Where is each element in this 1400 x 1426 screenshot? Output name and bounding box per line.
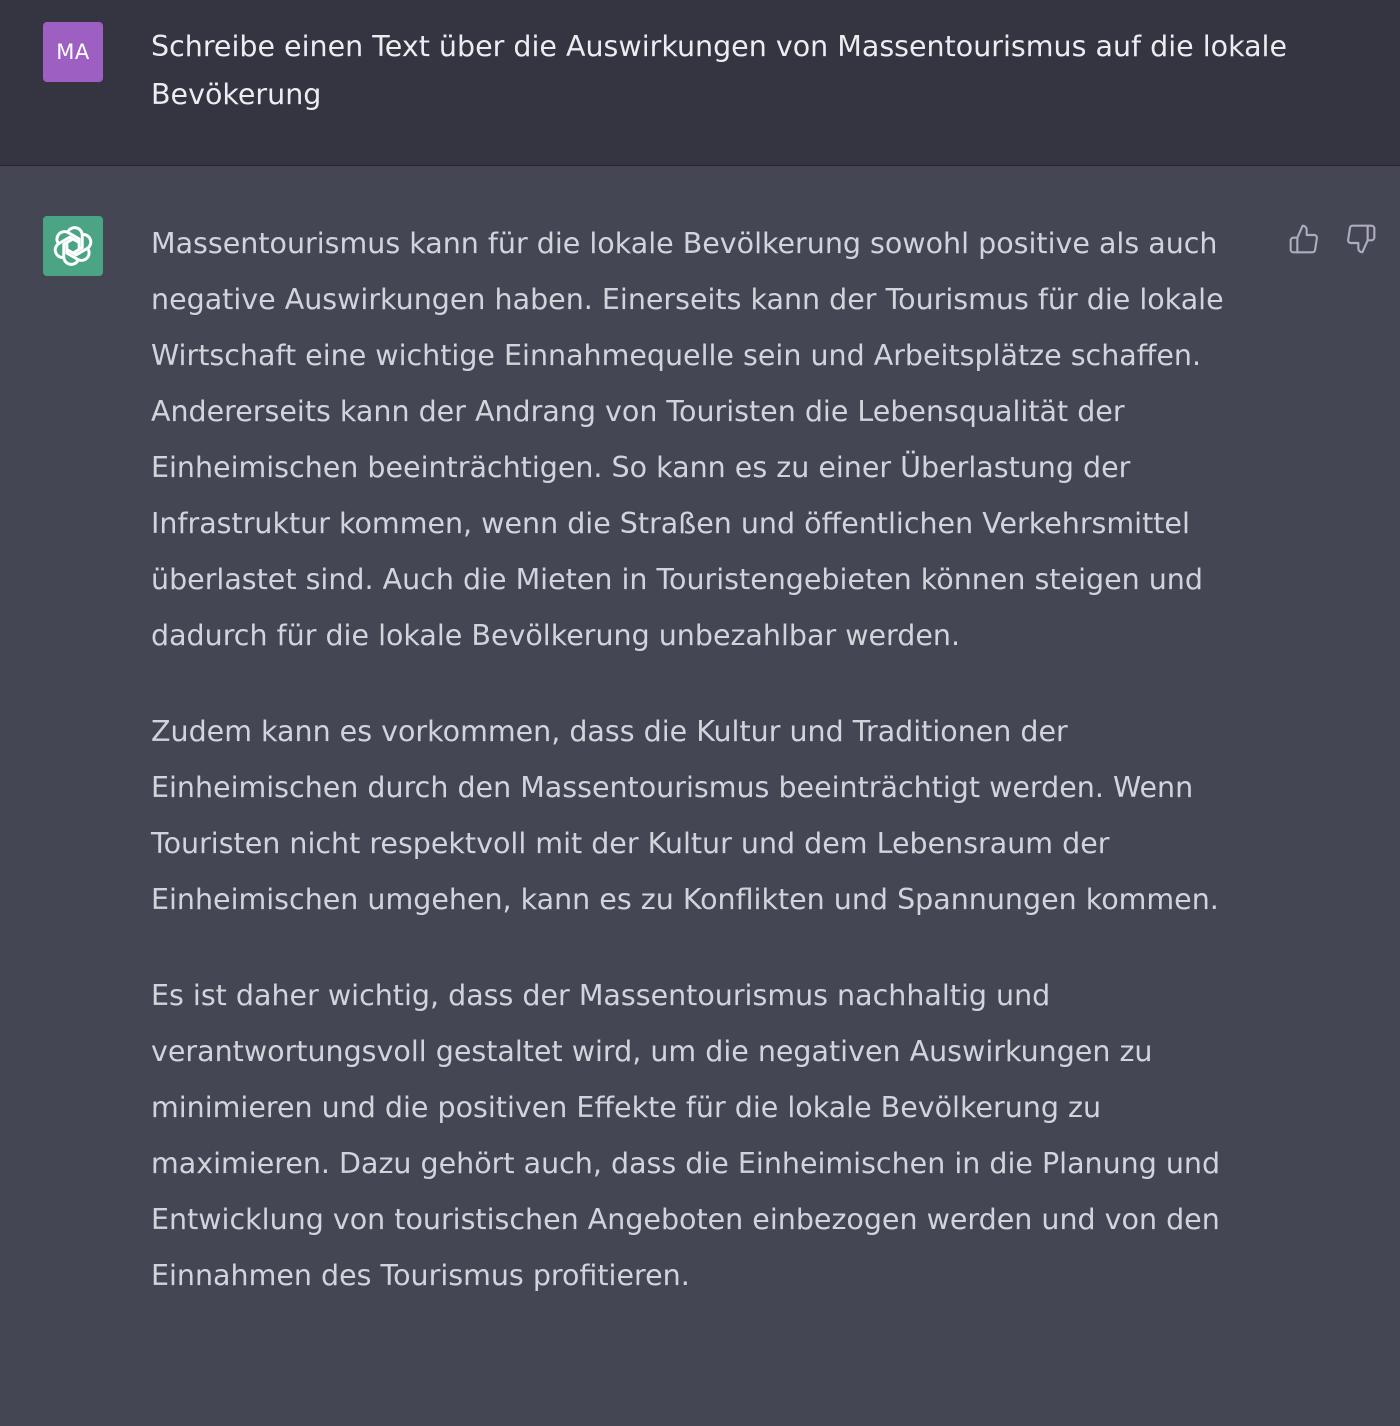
thumbs-up-button[interactable]: [1286, 221, 1322, 257]
assistant-message-row: [0, 166, 1400, 1426]
thumbs-up-icon: [1288, 223, 1320, 255]
user-avatar-initials: MA: [56, 40, 90, 64]
assistant-avatar: [43, 216, 103, 276]
assistant-message-text: [151, 216, 1279, 1344]
thumbs-down-icon: [1345, 223, 1377, 255]
user-avatar: [43, 22, 103, 82]
answer-paragraph-2: Zudem kann es vorkommen, dass die Kultur und Traditionen der Einheimischen durch den Massentourismus beeinträchtigt werden. Wenn Touristen nicht respektvoll mit der Kultur und dem Lebensraum der Einheimischen umgehen, kann es zu Konflikten und Spannungen kommen.: [151, 715, 1219, 916]
thumbs-down-button[interactable]: [1343, 221, 1379, 257]
user-message-row: [0, 0, 1400, 166]
openai-logo-icon: [52, 225, 94, 267]
user-message-text: Schreibe einen Text über die Auswirkungen von Massentourismus auf die lokale Bevökerung: [151, 30, 1288, 111]
answer-paragraph-3: Es ist daher wichtig, dass der Massentourismus nachhaltig und verantwortungsvoll gestaltet wird, um die negativen Auswirkungen zu minimieren und die positiven Effekte für die lokale Bevölkerung zu maximieren. Dazu gehört auch, dass die Einheimischen in die Planung und Entwicklung von touristischen Angeboten einbezogen werden und von den Einnahmen des Tourismus profitieren.: [151, 979, 1221, 1292]
answer-paragraph-1: Massentourismus kann für die lokale Bevölkerung sowohl positive als auch negative Auswirkungen haben. Einerseits kann der Tourismus für die lokale Wirtschaft eine wichtige Einnahmequelle sein und Arbeitsplätze schaffen. Andererseits kann der Andrang von Touristen die Lebensqualität der Einheimischen beeinträchtigen. So kann es zu einer Überlastung der Infrastruktur kommen, wenn die Straßen und öffentlichen Verkehrsmittel überlastet sind. Auch die Mieten in Touristengebieten können steigen und dadurch für die lokale Bevölkerung unbezahlbar werden.: [151, 227, 1224, 652]
